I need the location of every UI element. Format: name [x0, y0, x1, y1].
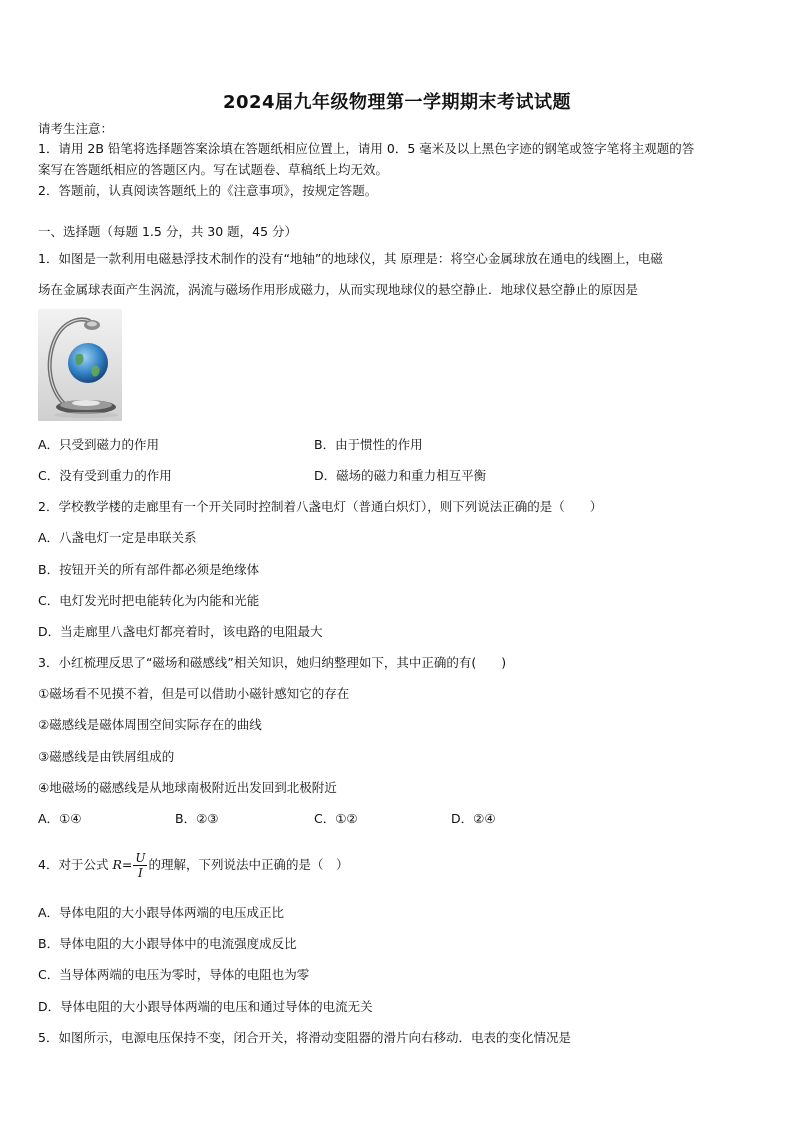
q3-option-d: D．②④ [451, 811, 496, 826]
q2-option-c: C．电灯发光时把电能转化为内能和光能 [38, 593, 260, 608]
q3-stem: 3．小红梳理反思了“磁场和磁感线”相关知识，她归纳整理如下，其中正确的有( ) [38, 655, 507, 670]
q3-statement-4: ④地磁场的磁感线是从地球南极附近出发回到北极附近 [38, 780, 337, 795]
q2-option-b: B．按钮开关的所有部件都必须是绝缘体 [38, 562, 260, 577]
notice-heading: 请考生注意： [38, 121, 114, 136]
q1-stem-cont: 场在金属球表面产生涡流，涡流与磁场作用形成磁力，从而实现地球仪的悬空静止．地球仪悬空静止的原因是 [38, 282, 639, 297]
q1-option-b: B．由于惯性的作用 [314, 437, 423, 452]
q3-option-c: C．①② [314, 811, 358, 826]
q1-option-c: C．没有受到重力的作用 [38, 468, 172, 483]
maglev-globe-image [38, 309, 122, 421]
q1-stem: 1．如图是一款利用电磁悬浮技术制作的没有“地轴”的地球仪，其 原理是：将空心金属球放在通电的线圈上，电磁 [38, 251, 663, 266]
q3-option-a: A．①④ [38, 811, 82, 826]
q1-option-d: D．磁场的磁力和重力相互平衡 [314, 468, 487, 483]
q1-option-a: A．只受到磁力的作用 [38, 437, 160, 452]
notice-item-1-cont: 案写在答题纸相应的答题区内。写在试题卷、草稿纸上均无效。 [38, 162, 389, 177]
formula-variable-r: R [112, 857, 122, 872]
q3-statement-2: ②磁感线是磁体周围空间实际存在的曲线 [38, 717, 262, 732]
formula-numerator: U [135, 851, 146, 865]
notice-item-2: 2．答题前，认真阅读答题纸上的《注意事项》，按规定答题。 [38, 183, 378, 198]
notice-item-1: 1．请用 2B 铅笔将选择题答案涂填在答题纸相应位置上，请用 0．5 毫米及以上黑色字迹的钢笔或签字笔将主观题的答 [38, 141, 695, 156]
section-heading: 一、选择题（每题 1.5 分，共 30 题，45 分） [38, 224, 298, 239]
q4-option-a: A．导体电阻的大小跟导体两端的电压成正比 [38, 905, 285, 920]
q4-stem [38, 850, 348, 880]
page-title: 2024届九年级物理第一学期期末考试试题 [222, 92, 572, 113]
q4-option-d: D．导体电阻的大小跟导体两端的电压和通过导体的电流无关 [38, 999, 373, 1014]
formula-fraction [133, 851, 147, 880]
q4-option-c: C．当导体两端的电压为零时，导体的电阻也为零 [38, 967, 310, 982]
q3-option-b: B．②③ [175, 811, 219, 826]
formula-denominator: I [138, 866, 143, 880]
q5-stem: 5．如图所示，电源电压保持不变，闭合开关，将滑动变阻器的滑片向右移动．电表的变化情况是 [38, 1030, 571, 1045]
q2-option-d: D．当走廊里八盏电灯都亮着时，该电路的电阻最大 [38, 624, 323, 639]
q2-option-a: A．八盏电灯一定是串联关系 [38, 530, 197, 545]
q4-stem-suffix: 的理解，下列说法中正确的是（ ） [148, 857, 349, 872]
q3-statement-3: ③磁感线是由铁屑组成的 [38, 749, 175, 764]
q2-stem: 2．学校教学楼的走廊里有一个开关同时控制着八盏电灯（普通白炽灯），则下列说法正确的是（ ） [38, 499, 603, 514]
q4-option-b: B．导体电阻的大小跟导体中的电流强度成反比 [38, 936, 297, 951]
q3-statement-1: ①磁场看不见摸不着，但是可以借助小磁针感知它的存在 [38, 686, 350, 701]
formula-equals: = [121, 857, 133, 872]
maglev-globe-icon [38, 309, 122, 421]
q4-stem-prefix: 4．对于公式 [38, 857, 113, 872]
